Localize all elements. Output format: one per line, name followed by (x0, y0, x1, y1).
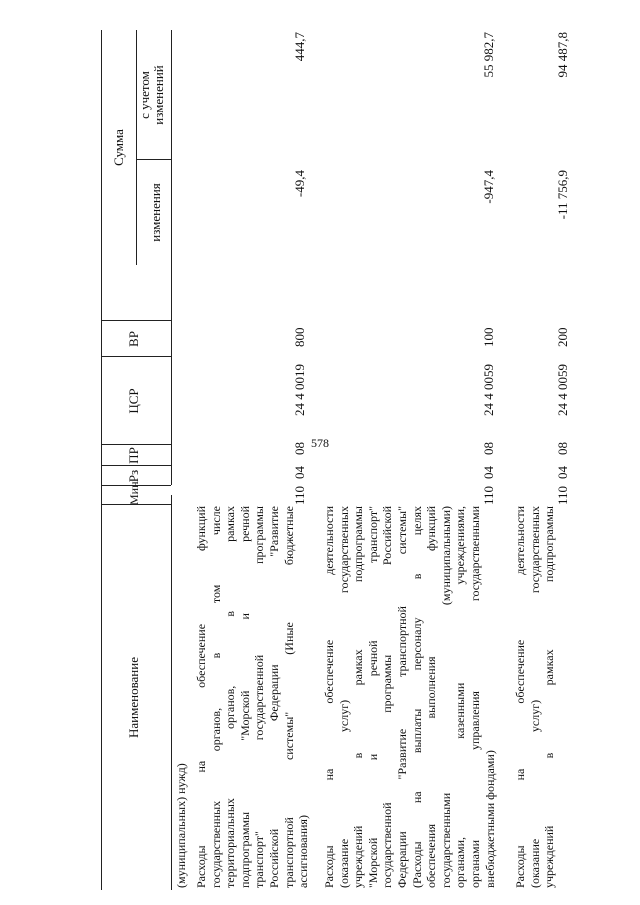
row-2-name: Расходы на обеспечение деятельности (оказание услуг) государственных учреждений в рамках подпрограммы "Морской и речной транспорт" государственной программы Российской Федерации "Развитие транспортной системы" (Расходы на выплаты персоналу в целях обеспечения выполнения функций государственными (муниципальными) органами, казенными учреждениями, органами управления государственными внебюджетными фондами) (322, 506, 497, 888)
table-top-border (101, 30, 102, 890)
header-name: Наименование (126, 657, 141, 738)
row-3-min: 110 (555, 485, 570, 505)
row-2-change: -947,4 (481, 170, 496, 204)
row-1-name: Расходы на обеспечение функций государственных органов, в том числе территориальных органов, в рамках подпрограммы "Морской и речной транспорт" государственной программы Российской Федерации "Развитие транспортной системы" (Иные бюджетные ассигнования) (194, 506, 311, 888)
row-3-change: -11 756,9 (555, 170, 570, 220)
row-3-total: 94 487,8 (555, 32, 570, 78)
row-1-total: 444,7 (292, 32, 307, 62)
row-1-vr: 800 (292, 327, 307, 347)
page-number: 578 (311, 436, 329, 450)
header-sum: Сумма (111, 129, 126, 166)
header-rz: Рз (126, 469, 141, 483)
row-1-change: -49,4 (292, 170, 307, 198)
row-1-rz: 04 (292, 466, 307, 479)
header-sum-with-change-1: с учетом (137, 71, 152, 119)
row-2-min: 110 (481, 485, 496, 505)
header-sum-with-change-2: изменений (151, 65, 166, 125)
row-3-name: Расходы на обеспечение деятельности (оказание услуг) государственных учреждений в рамках подпрограммы (513, 506, 557, 888)
row-3-pr: 08 (555, 442, 570, 455)
row-1-min: 110 (292, 485, 307, 505)
header-csr: ЦСР (126, 388, 141, 414)
header-min: Мин (127, 481, 141, 505)
header-vr: ВР (126, 331, 141, 347)
row-2-vr: 100 (481, 327, 496, 347)
row-3-vr: 200 (555, 327, 570, 347)
row-1-csr: 24 4 0019 (292, 364, 307, 416)
header-pr: ПР (126, 447, 141, 464)
header-sum-change: изменения (148, 183, 163, 242)
row-2-total: 55 982,7 (481, 32, 496, 78)
prev-row-tail: (муниципальных) нужд) (174, 763, 188, 888)
row-2-rz: 04 (481, 466, 496, 479)
row-1-pr: 08 (292, 442, 307, 455)
row-2-pr: 08 (481, 442, 496, 455)
header-bottom-border (171, 30, 172, 485)
sum-split-rule (136, 30, 137, 265)
header-bottom-border-left (171, 495, 172, 890)
budget-table (101, 30, 631, 890)
row-3-rz: 04 (555, 466, 570, 479)
row-3-csr: 24 4 0059 (555, 364, 570, 416)
row-2-csr: 24 4 0059 (481, 364, 496, 416)
